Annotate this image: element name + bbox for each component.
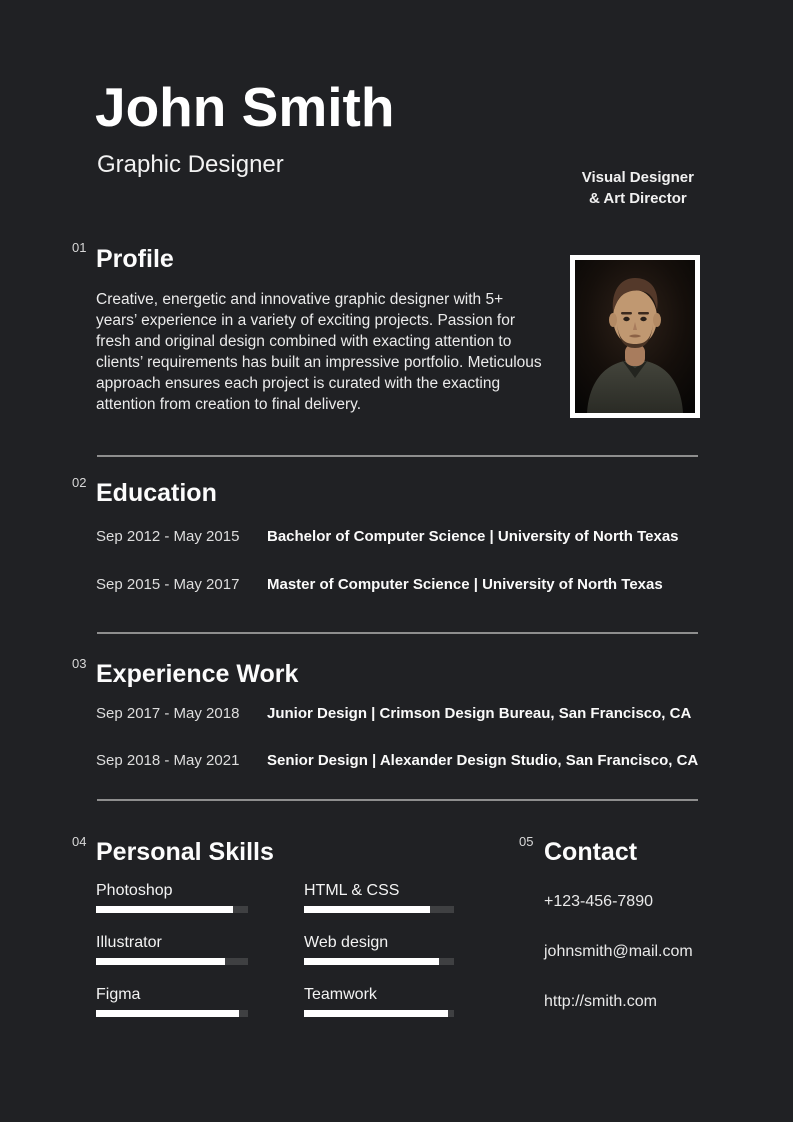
skill-name: Figma: [96, 986, 141, 1003]
contact-phone: +123-456-7890: [544, 893, 653, 910]
profile-photo-icon: [575, 260, 695, 413]
skill-bar-fill: [96, 906, 233, 913]
section-number-skills: 04: [72, 834, 87, 849]
divider: [97, 632, 698, 634]
skill-bar-track: [96, 1010, 248, 1017]
section-heading-profile: Profile: [96, 245, 174, 273]
skill-item: [96, 934, 248, 965]
skill-bar-track: [304, 906, 454, 913]
skill-item: [96, 986, 248, 1017]
skill-bar-fill: [96, 1010, 239, 1017]
skill-bar-fill: [304, 1010, 448, 1017]
section-number-profile: 01: [72, 240, 87, 255]
skill-name: Photoshop: [96, 882, 173, 899]
skill-bar-track: [304, 958, 454, 965]
section-number-contact: 05: [519, 834, 534, 849]
tagline: [582, 167, 694, 209]
skill-bar-fill: [304, 906, 430, 913]
education-detail: Master of Computer Science | University of North Texas: [267, 576, 663, 593]
profile-photo-frame: [570, 255, 700, 418]
contact-website: http://smith.com: [544, 993, 657, 1010]
skill-name: HTML & CSS: [304, 882, 400, 899]
section-number-education: 02: [72, 475, 87, 490]
education-row: [96, 576, 736, 594]
section-heading-education: Education: [96, 479, 217, 507]
experience-row: [96, 705, 736, 723]
skill-item: [96, 882, 248, 913]
section-heading-experience: Experience Work: [96, 660, 299, 688]
skill-bar-track: [304, 1010, 454, 1017]
skill-bar-fill: [96, 958, 225, 965]
skill-name: Web design: [304, 934, 389, 951]
skill-name: Teamwork: [304, 986, 377, 1003]
job-title: Graphic Designer: [97, 151, 284, 178]
education-dates: Sep 2012 - May 2015: [96, 528, 240, 545]
education-dates: Sep 2015 - May 2017: [96, 576, 240, 593]
experience-detail: Junior Design | Crimson Design Bureau, San Francisco, CA: [267, 705, 692, 722]
tagline-line2: & Art Director: [588, 190, 687, 207]
section-heading-contact: Contact: [544, 838, 638, 866]
skill-item: [304, 934, 454, 965]
skill-item: [304, 882, 454, 913]
skills-grid: [96, 882, 454, 1017]
education-row: [96, 528, 736, 546]
divider: [97, 455, 698, 457]
contact-list: [544, 893, 693, 1043]
education-detail: Bachelor of Computer Science | University of North Texas: [267, 528, 679, 545]
profile-text: Creative, energetic and innovative graphic designer with 5+ years’ experience in a variety of exciting projects. Passion for fresh and original design combined with exacting attention to clients’ requirements has built an impressive portfolio. Meticulous approach ensures each project is curated with the exacting attention from creation to final delivery.: [96, 291, 542, 413]
skill-bar-track: [96, 958, 248, 965]
divider: [97, 799, 698, 801]
section-heading-skills: Personal Skills: [96, 838, 274, 866]
person-name: John Smith: [95, 76, 395, 138]
experience-detail: Senior Design | Alexander Design Studio, San Francisco, CA: [267, 752, 699, 769]
experience-dates: Sep 2017 - May 2018: [96, 705, 240, 722]
experience-row: [96, 752, 736, 770]
section-number-experience: 03: [72, 656, 87, 671]
skill-bar-track: [96, 906, 248, 913]
experience-dates: Sep 2018 - May 2021: [96, 752, 240, 769]
tagline-line1: Visual Designer: [581, 169, 694, 186]
skill-item: [304, 986, 454, 1017]
contact-email: johnsmith@mail.com: [544, 943, 693, 960]
skill-name: Illustrator: [96, 934, 162, 951]
skill-bar-fill: [304, 958, 439, 965]
